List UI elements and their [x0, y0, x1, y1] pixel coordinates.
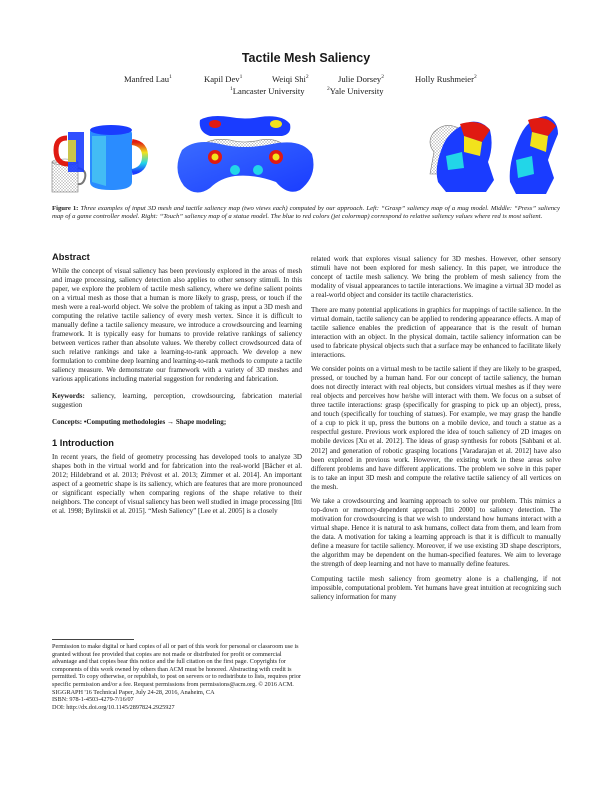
abstract-paragraph: While the concept of visual saliency has been previously explored in the areas of mesh and image processing, saliency detection also applies to other sensory stimuli. In this paper, we explore the problem of tactile mesh saliency, where we define salient points on a virtual mesh as those that a human is more likely to grasp, press, or touch if the mesh were a real-world object. We solve the problem of taking as input a 3D mesh and computing the relative tactile saliency of every mesh vertex. Since it is difficult to manually define a tactile saliency measure, we introduce a crowdsourcing and learning framework. It is typically easy for humans to provide relative rankings of saliency between vertices rather than absolute values. We thereby collect crowdsourced data of such relative rankings and take a learning-to-rank approach. We develop a new formulation to combine deep learning and learning-to-rank methods to compute a tactile saliency measure. We demonstrate our framework with a variety of 3D meshes and various applications including material suggestion for rendering and fabrication. [52, 267, 302, 384]
affiliation-1: $^1$Lancaster University [230, 86, 305, 96]
footnote-divider [52, 639, 134, 640]
affiliation-2: $^2$Yale University [327, 86, 384, 96]
concepts: Concepts: •Computing methodologies → Shape modeling; [52, 418, 227, 427]
right-paragraph-2: There are many potential applications in graphics for mappings of tactile salience. In the virtual domain, tactile saliency can be applied to rendering appearance effects. A map of tactile salience enables the prediction of appearance that is the result of human interaction with an object. In the physical domain, tactile saliency information can be used to fabricate physical objects such that a surface may be enhanced to facilitate likely interactions. [311, 305, 561, 359]
teaser-figure [50, 112, 562, 202]
doi[interactable]: DOI: http://dx.doi.org/10.1145/2897824.2925927 [52, 703, 175, 711]
left-column [52, 253, 302, 522]
abstract-heading: Abstract [52, 252, 90, 262]
paper-title: Tactile Mesh Saliency [241, 51, 371, 65]
permission-notice: Permission to make digital or hard copies of all or part of this work for personal or classroom use is granted without fee provided that copies are not made or distributed for profit or commercial advantage and that copies bear this notice and the full citation on the first page. Copyrights for components of this work owned by others than ACM must be honored. Abstracting with credit is permitted. To copy otherwise, or republish, to post on servers or to redistribute to lists, requires prior specific permission and/or a fee. Request permissions from permissions@acm.org. © 2016 ACM. [52, 643, 301, 688]
author-4: Julie Dorsey$^2$ [338, 74, 384, 84]
right-paragraph-4: We take a crowdsourcing and learning approach to solve our problem. This mimics a top-down or memory-dependent approach [Itti 2000] to saliency detection. The motivation for crowdsourcing is that we wish to understand how humans interact with a virtual shape. Hence it is natural to ask humans, collect data from them, and learn from the data. A motivation for taking a learning approach is that it is difficult to manually define a measure for tactile saliency. Moreover, if we use existing 3D shape descriptors, the algorithm may be dependent on the human-specified features. We aim to leverage the strength of deep learning and not have to manually define features. [311, 497, 561, 569]
figure-label: Figure 1: [52, 205, 79, 212]
right-paragraph-5: Computing tactile mesh saliency from geometry alone is a challenging, if not impossible, computational problem. Yet humans have great intuition at recognizing such saliency information for many [311, 574, 561, 601]
figure-caption-text: Three examples of input 3D mesh and tactile saliency map (two views each) computed by our approach. Left: “Grasp” saliency map of a mug model. Middle: “Press” saliency map of a game controller model. Right: “Touch” saliency map of a statue model. The blue to red colors (jet colormap) correspond to relative saliency values where red is most salient. [52, 205, 560, 221]
introduction-paragraph: In recent years, the field of geometry processing has developed tools to analyze 3D shapes both in the virtual world and for fabrication into the real-world [Bächer et al. 2012; Hildebrand et al. 2013; Prévost et al. 2013; Zimmer et al. 2014]. An important aspect of a geometric shape is its saliency, which are features that are more pronounced or significant especially when comparing regions of the shape relative to their neighbors. The concept of visual saliency has been well studied in image processing [Itti et al. 1998; Bylinskii et al. 2015]. “Mesh Saliency” [Lee et al. 2005] is a closely [52, 453, 302, 516]
right-column [311, 255, 561, 608]
author-5: Holly Rushmeier$^2$ [415, 74, 477, 84]
isbn: ISBN: 978-1-4503-4279-7/16/07 [52, 696, 134, 704]
controller-saliency-image [177, 116, 313, 193]
author-1: Manfred Lau$^1$ [124, 74, 172, 84]
figure-caption [52, 205, 560, 222]
footnote [52, 643, 302, 711]
author-3: Weiqi Shi$^2$ [272, 74, 309, 84]
keywords: Keywords: saliency, learning, perception, crowdsourcing, fabrication material suggestion [52, 392, 302, 410]
right-paragraph-1: related work that explores visual saliency for 3D meshes. However, other sensory stimuli have not been explored for mesh saliency. In this paper, we introduce the concept of tactile mesh saliency. We bring the problem of mesh saliency from the modality of visual appearances to tactile interactions. We imagine a virtual 3D model as a real-world object and consider its tactile characteristics. [311, 255, 561, 300]
author-2: Kapil Dev$^1$ [204, 74, 243, 84]
venue: SIGGRAPH '16 Technical Paper, July 24-28, 2016, Anaheim, CA [52, 688, 215, 696]
right-paragraph-3: We consider points on a virtual mesh to be tactile salient if they are likely to be grasped, pressed, or touched by a human hand. For our concept of tactile saliency, the human does not directly interact with real objects, but considers virtual meshes as if they were real objects and perceives how he/she will interact with them. We focus on a subset of three tactile interactions: grasp (specifically for grasping to pick up an object), press, and touch (specifically for touching of statues). For example, we may grasp the handle of a cup to pick it up, press the buttons on a mobile device, and touch a statue as a respectful gesture. Previous work explored the idea of touch saliency of 2D images on mobile devices [Xu et al. 2012]. The ideas of grasp synthesis for robots [Sahbani et al. 2012] and generation of robotic grasping locations [Varadarajan et al. 2012] have also been explored in previous work. However, the existing work in these areas solve different problems and have different applications. The problem we solve in this paper is to take an input 3D mesh and compute the relative tactile saliency of all vertices on the mesh. [311, 365, 561, 491]
introduction-heading: 1 Introduction [52, 438, 114, 449]
